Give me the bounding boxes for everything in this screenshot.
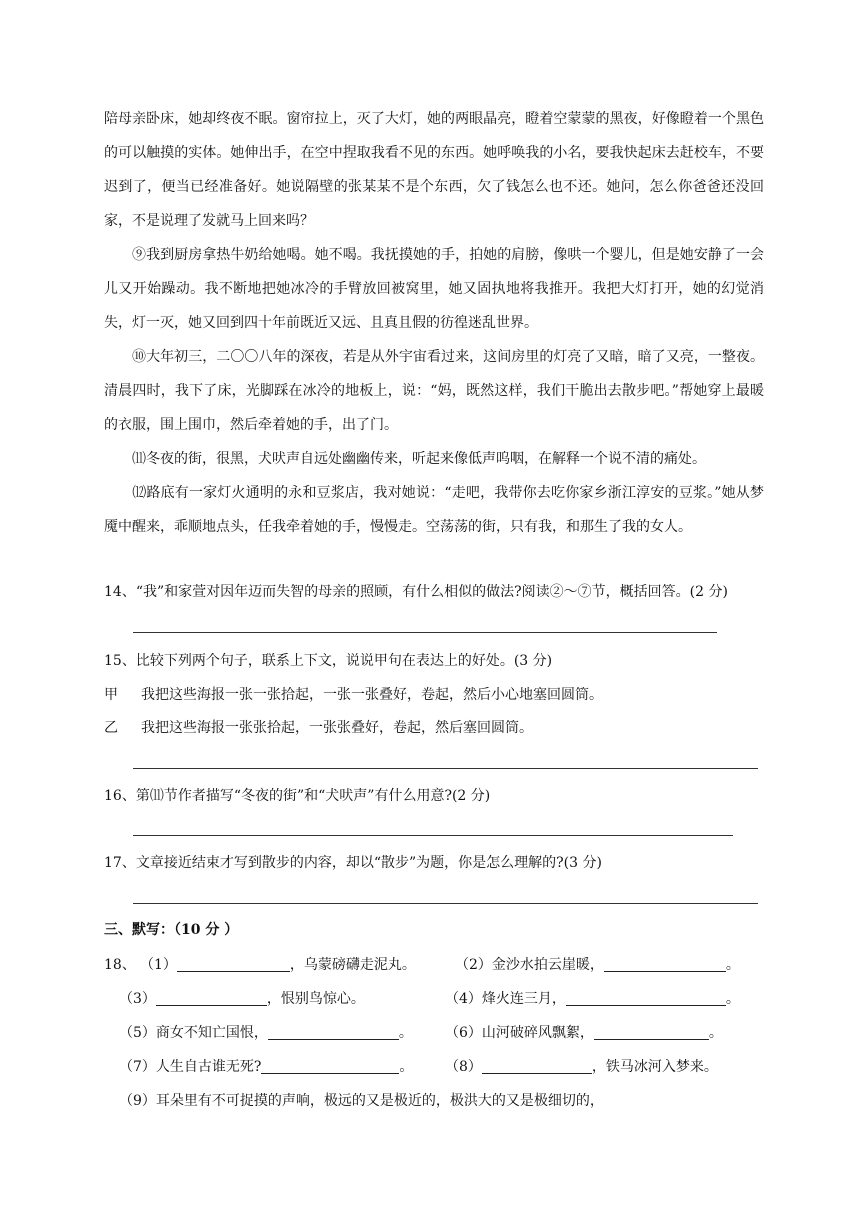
- dictation-1: [140, 955, 416, 975]
- dictation-9: （9）耳朵里有不可捉摸的声响，极远的又是极近的，极洪大的又是极细切的，: [119, 1093, 604, 1109]
- paragraph-12-text: ⑿路底有一家灯火通明的永和豆浆店，我对她说：“走吧，我带你去吃你家乡浙江淳安的豆浆。”她从梦魇中醒来，乖顺地点头，任我牵着她的手，慢慢走。空荡荡的街，只有我，和那生了我的女人。: [104, 485, 764, 535]
- dictation-6-end: 。: [708, 1025, 723, 1041]
- dictation-5-end: 。: [398, 1025, 413, 1041]
- dictation-8: [445, 1057, 718, 1077]
- blank-6[interactable]: [594, 1023, 709, 1040]
- paragraph-9-text: ⑨我到厨房拿热牛奶给她喝。她不喝。我抚摸她的手，拍她的肩膀，像哄一个婴儿，但是她安静了一会儿又开始躁动。我不断地把她冰冷的手臂放回被窝里，她又固执地将我推开。我把大灯打开，她的幻觉消失，灯一灭，她又回到四十年前既近又远、且真且假的彷徨迷乱世界。: [104, 247, 764, 331]
- section-heading: 三、默写：（10 分 ）: [104, 922, 239, 938]
- blank-3[interactable]: [156, 989, 267, 1006]
- blank-7[interactable]: [261, 1057, 399, 1074]
- blank-2[interactable]: [604, 955, 726, 972]
- question-14: 14、“我”和家萱对因年迈而失智的母亲的照顾，有什么相似的做法?阅读②～⑦节，概括回答。(2 分): [104, 584, 728, 600]
- dictation-2: [455, 955, 740, 975]
- dictation-2-end: 。: [725, 957, 740, 973]
- dictation-5: [119, 1023, 413, 1043]
- paragraph-11-text: ⑾冬夜的街，很黑，犬吠声自远处幽幽传来，听起来像低声呜咽，在解释一个说不清的痛处。: [132, 451, 706, 467]
- blank-8[interactable]: [482, 1057, 592, 1074]
- dictation-7: [119, 1057, 413, 1077]
- dictation-4-end: 。: [725, 991, 740, 1007]
- question-17: 17、文章接近结束才写到散步的内容，却以“散步”为题，你是怎么理解的?(3 分): [104, 855, 602, 871]
- dictation-1-text: ，乌蒙磅礴走泥丸。: [289, 957, 416, 973]
- dictation-1-label: （1）: [140, 957, 177, 973]
- blank-4[interactable]: [566, 989, 726, 1006]
- question-15: 15、比较下列两个句子，联系上下文，说说甲句在表达上的好处。(3 分): [104, 653, 553, 669]
- dictation-2-text: （2）金沙水拍云崖暖，: [455, 957, 604, 973]
- paragraph-continued: 陪母亲卧床，她却终夜不眠。窗帘拉上，灭了大灯，她的两眼晶亮，瞪着空蒙蒙的黑夜，好像瞪着一个黑色的可以触摸的实体。她伸出手，在空中捏取我看不见的东西。她呼唤我的小名，要我快起床去赶校车，不要迟到了，便当已经准备好。她说隔壁的张某某不是个东西，欠了钱怎么也不还。她问，怎么你爸爸还没回家，不是说理了发就马上回来吗？: [104, 111, 764, 229]
- sentence-b-label: 乙: [104, 720, 118, 736]
- answer-line-15[interactable]: [133, 768, 758, 769]
- dictation-3-text: ，恨别鸟惊心。: [266, 991, 365, 1007]
- paragraph-10-text: ⑩大年初三，二〇〇八年的深夜，若是从外宇宙看过来，这间房里的灯亮了又暗，暗了又亮，一整夜。清晨四时，我下了床，光脚踩在冰冷的地板上，说：“妈，既然这样，我们干脆出去散步吧。”帮她穿上最暖的衣服，围上围巾，然后牵着她的手，出了门。: [104, 349, 764, 433]
- sentence-b: 我把这些海报一张张拾起，一张张叠好，卷起，然后塞回圆筒。: [141, 720, 533, 736]
- blank-1[interactable]: [177, 955, 290, 972]
- question-18-number: 18、: [104, 957, 136, 973]
- dictation-5-text: （5）商女不知亡国恨，: [119, 1025, 268, 1041]
- paragraph-12: [104, 476, 764, 544]
- dictation-6: [445, 1023, 723, 1043]
- sentence-a: 我把这些海报一张一张拾起，一张一张叠好，卷起，然后小心地塞回圆筒。: [141, 687, 603, 703]
- paragraph-11: [104, 442, 764, 476]
- answer-line-17[interactable]: [133, 903, 758, 904]
- dictation-7-text: （7）人生自古谁无死?: [119, 1059, 262, 1075]
- answer-line-16[interactable]: [133, 835, 733, 836]
- paragraph-10: [104, 340, 764, 442]
- dictation-7-end: 。: [399, 1059, 414, 1075]
- dictation-3: [119, 989, 365, 1009]
- dictation-4-text: （4）烽火连三月，: [445, 991, 566, 1007]
- dictation-6-text: （6）山河破碎风飘絮，: [445, 1025, 594, 1041]
- paragraph-9: [104, 238, 764, 340]
- dictation-4: [445, 989, 740, 1009]
- sentence-a-label: 甲: [104, 687, 118, 703]
- answer-line-14[interactable]: [133, 632, 717, 633]
- blank-5[interactable]: [268, 1023, 399, 1040]
- dictation-3-label: （3）: [119, 991, 156, 1007]
- dictation-8-text: ，铁马冰河入梦来。: [591, 1059, 718, 1075]
- question-16: 16、第⑾节作者描写“冬夜的街”和“犬吠声”有什么用意?(2 分): [104, 788, 491, 804]
- dictation-8-label: （8）: [445, 1059, 482, 1075]
